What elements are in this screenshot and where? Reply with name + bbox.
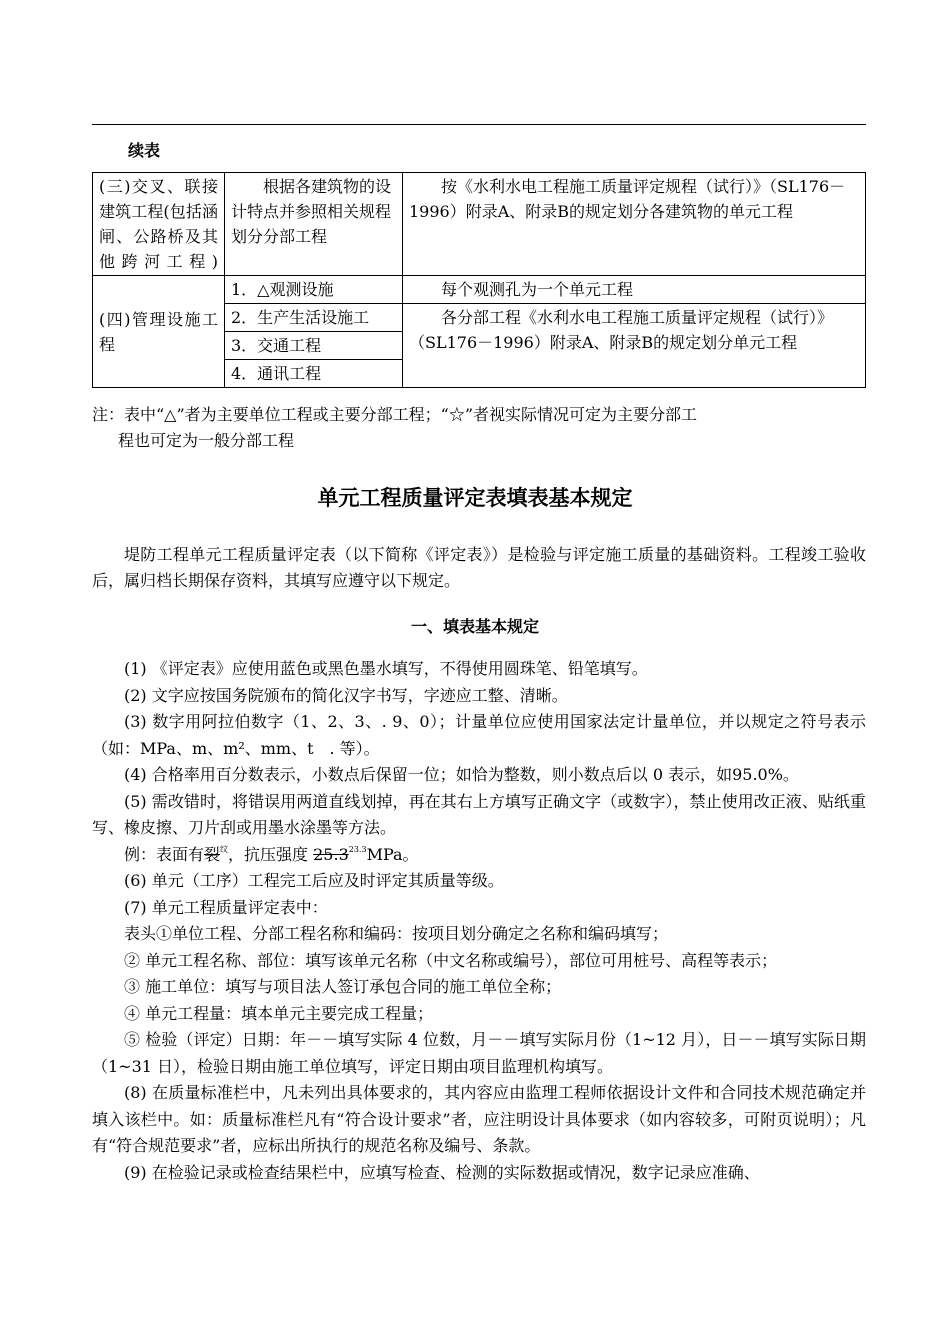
example-middle: ，抗压强度: [228, 844, 314, 864]
rule-item: (2) 文字应按国务院颁布的简化汉字书写，字迹应工整、清晰。: [124, 685, 568, 705]
note-line: 注：表中“△”者为主要单位工程或主要分部工程；“☆”者视实际情况可定为主要分部工: [92, 405, 698, 424]
intro-paragraph: 堤防工程单元工程质量评定表（以下简称《评定表》）是检验与评定施工质量的基础资料。工程竣工验收后，属归档长期保存资料，其填写应遵守以下规定。: [92, 545, 866, 590]
struck-character: 裂: [204, 844, 221, 864]
example-prefix: 例：表面有: [124, 844, 205, 864]
unit-rule-cell: 每个观测孔为一个单元工程: [403, 276, 866, 304]
table-row: [93, 173, 866, 276]
sub-project-cell: 4．通讯工程: [225, 360, 403, 388]
example-unit: MPa。: [366, 844, 419, 864]
section-title: 一、填表基本规定: [410, 617, 539, 636]
rule-item: (7) 单元工程质量评定表中：: [124, 897, 328, 917]
rule-subitem: ④ 单元工程量：填本单元主要完成工程量；: [124, 1003, 434, 1023]
category-cell: (三)交叉、联接建筑工程(包括涵闸、公路桥及其他跨河工程): [93, 173, 225, 276]
unit-rule-cell: 按《水利水电工程施工质量评定规程（试行）》（SL176－1996）附录A、附录B的规定划分各建筑物的单元工程: [403, 173, 866, 276]
note-line: 程也可定为一般分部工程: [118, 431, 295, 450]
sub-project-cell: 2．生产生活设施工: [225, 304, 403, 332]
rules-list: [92, 656, 866, 1186]
rule-subitem: 表头①单位工程、分部工程名称和编码：按项目划分确定之名称和编码填写；: [124, 924, 669, 943]
rule-item: (1) 《评定表》应使用蓝色或黑色墨水填写，不得使用圆珠笔、铅笔填写。: [124, 659, 648, 678]
rule-item: (8) 在质量标准栏中，凡未列出具体要求的，其内容应由监理工程师依据设计文件和合同技术规范确定并填入该栏中。如：质量标准栏凡有“符合设计要求”者，应注明设计具体要求（如内容较多，可附页说明）；凡有“符合规范要求”者，应标出所执行的规范名称及编号、条款。: [92, 1083, 866, 1155]
correction-example: [92, 842, 866, 869]
correction-character: 纹: [220, 844, 229, 854]
project-division-table: [92, 172, 866, 388]
page-title: 单元工程质量评定表填表基本规定: [317, 486, 633, 510]
sub-project-cell: 1．△观测设施: [225, 276, 403, 304]
sub-project-cell: 3．交通工程: [225, 332, 403, 360]
rule-item: (5) 需改错时，将错误用两道直线划掉，再在其右上方填写正确文字（或数字），禁止使用改正液、贴纸重写、橡皮擦、刀片刮或用墨水涂墨等方法。: [92, 791, 866, 837]
unit-rule-cell: 各分部工程《水利水电工程施工质量评定规程（试行）》（SL176－1996）附录A、附录B的规定划分单元工程: [403, 304, 866, 388]
rule-item: (6) 单元（工序）工程完工后应及时评定其质量等级。: [124, 871, 504, 890]
sub-project-cell: 根据各建筑物的设计特点并参照相关规程划分分部工程: [225, 173, 403, 276]
category-cell: (四)管理设施工程: [93, 276, 225, 388]
table-row: [93, 276, 866, 304]
struck-value: 25.3: [313, 844, 349, 864]
rule-item: (4) 合格率用百分数表示，小数点后保留一位；如恰为整数，则小数点后以 0 表示，如95.0%。: [124, 765, 799, 784]
header-rule: [92, 124, 866, 125]
rule-item: (9) 在检验记录或检查结果栏中，应填写检查、检测的实际数据或情况，数字记录应准确、: [124, 1162, 760, 1182]
table-note: [92, 402, 866, 454]
continued-label: 续表: [128, 141, 161, 160]
rule-subitem: ⑤ 检验（评定）日期：年－－填写实际 4 位数，月－－填写实际月份（1~12 月），日－－填写实际日期（1~31 日），检验日期由施工单位填写，评定日期由项目监理机构填写。: [92, 1030, 866, 1076]
correction-value: 23.3: [348, 844, 367, 854]
rule-item: (3) 数字用阿拉伯数字（1、2、3、. 9、0）；计量单位应使用国家法定计量单位，并以规定之符号表示（如：MPa、m、m²、mm、t . 等）。: [92, 712, 866, 758]
rule-subitem: ③ 施工单位：填写与项目法人签订承包合同的施工单位全称；: [124, 977, 562, 996]
rule-subitem: ② 单元工程名称、部位：填写该单元名称（中文名称或编号），部位可用桩号、高程等表示；: [124, 950, 778, 970]
